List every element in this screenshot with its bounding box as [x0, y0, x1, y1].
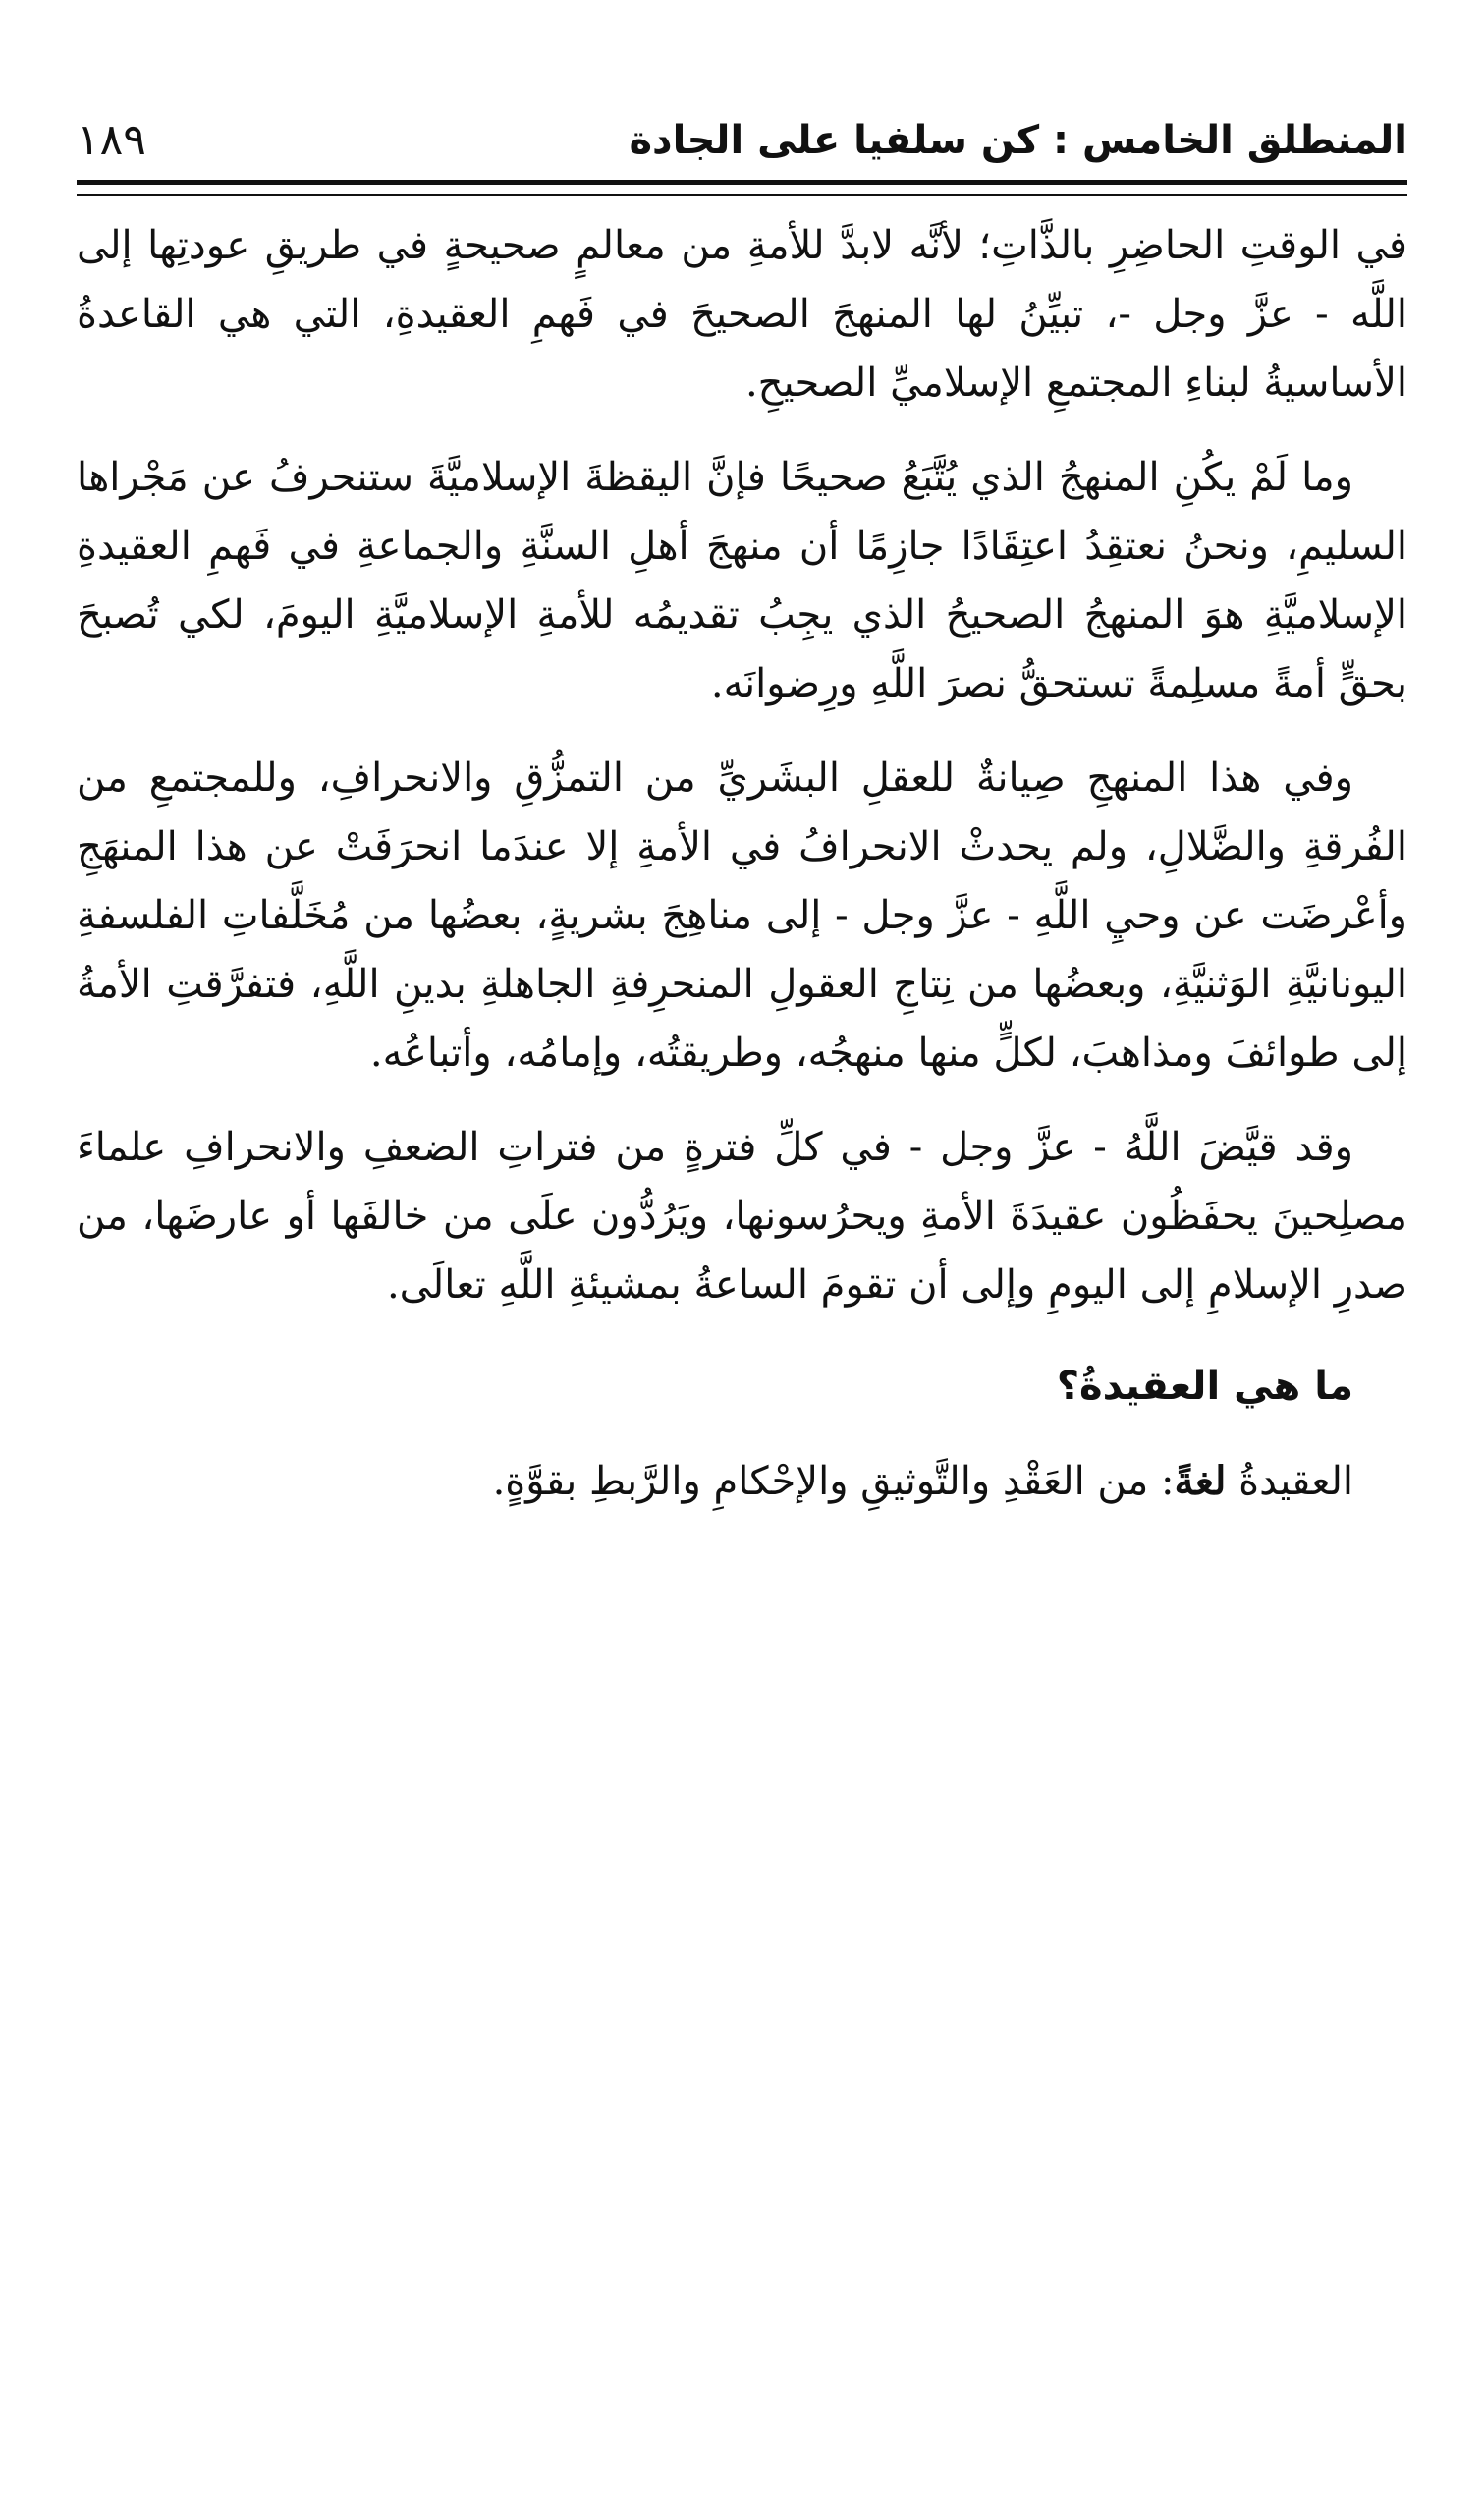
paragraph-3: وفي هذا المنهجِ صِيانةٌ للعقلِ البشَريِّ من التمزُّقِ والانحرافِ، وللمجتمعِ من الفُرقةِ والضَّلالِ، ولم يحدثْ الانحرافُ في الأمةِ إلا عندَما انحرَفَتْ عن هذا المنهَجِ وأعْرضَت عن وحيِ اللَّهِ - عزَّ وجل - إلى مناهِجَ بشريةٍ، بعضُها من مُخَلَّفاتِ الفلسفةِ اليونانيَّةِ الوَثنيَّةِ، وبعضُها من نِتاجِ العقولِ المنحرِفةِ الجاهلةِ بدينِ اللَّهِ، فتفرَّقتِ الأمةُ إلى طوائفَ ومذاهبَ، لكلٍّ منها منهجُه، وطريقتُه، وإمامُه، وأتباعُه.: [77, 755, 1407, 1076]
running-header: [77, 106, 1407, 175]
paragraph-4: وقد قيَّضَ اللَّهُ - عزَّ وجل - في كلِّ فترةٍ من فتراتِ الضعفِ والانحرافِ علماءَ مصلِحينَ يحفَظُون عقيدَةَ الأمةِ ويحرُسونها، ويَرُدُّون علَى من خالفَها أو عارضَها، من صدرِ الإسلامِ إلى اليومِ وإلى أن تقومَ الساعةُ بمشيئةِ اللَّهِ تعالَى.: [77, 1125, 1407, 1308]
definition-term: العقيدةُ: [1238, 1459, 1353, 1504]
definition-label: لغةً: [1174, 1458, 1227, 1504]
page-body: [77, 211, 1407, 1516]
definition-text: : من العَقْدِ والتَّوثيقِ والإحْكامِ والرَّبطِ بقوَّةٍ.: [492, 1459, 1175, 1504]
definition-line: [77, 1447, 1407, 1516]
paragraph-2: وما لَمْ يكُنِ المنهجُ الذي يُتَّبَعُ صحيحًا فإنَّ اليقظةَ الإسلاميَّةَ ستنحرفُ عن مَجْراها السليمِ، ونحنُ نعتقِدُ اعتِقَادًا جازِمًا أن منهجَ أهلِ السنَّةِ والجماعةِ في فَهمِ العقيدةِ الإسلاميَّةِ هوَ المنهجُ الصحيحُ الذي يجِبُ تقديمُه للأمةِ الإسلاميَّةِ اليومَ، لكي تُصبحَ بحقٍّ أمةً مسلِمةً تستحقُّ نصرَ اللَّهِ ورِضوانَه.: [77, 455, 1407, 706]
header-rule-thick: [77, 180, 1407, 185]
paragraph-1: في الوقتِ الحاضِرِ بالذَّاتِ؛ لأنَّه لابدَّ للأمةِ من معالمٍ صحيحةٍ في طريقِ عودتِها إلى اللَّه - عزَّ وجل -، تبيِّنُ لها المنهجَ الصحيحَ في فَهمِ العقيدةِ، التي هي القاعدةُ الأساسيةُ لبناءِ المجتمعِ الإسلاميِّ الصحيحِ.: [77, 223, 1407, 406]
page-number: ١٨٩: [77, 115, 146, 165]
chapter-title: المنطلق الخامس : كن سلفيا على الجادة: [629, 118, 1407, 163]
header-rule-thin: [77, 194, 1407, 196]
section-heading: ما هي العقيدةُ؟: [1056, 1364, 1353, 1409]
